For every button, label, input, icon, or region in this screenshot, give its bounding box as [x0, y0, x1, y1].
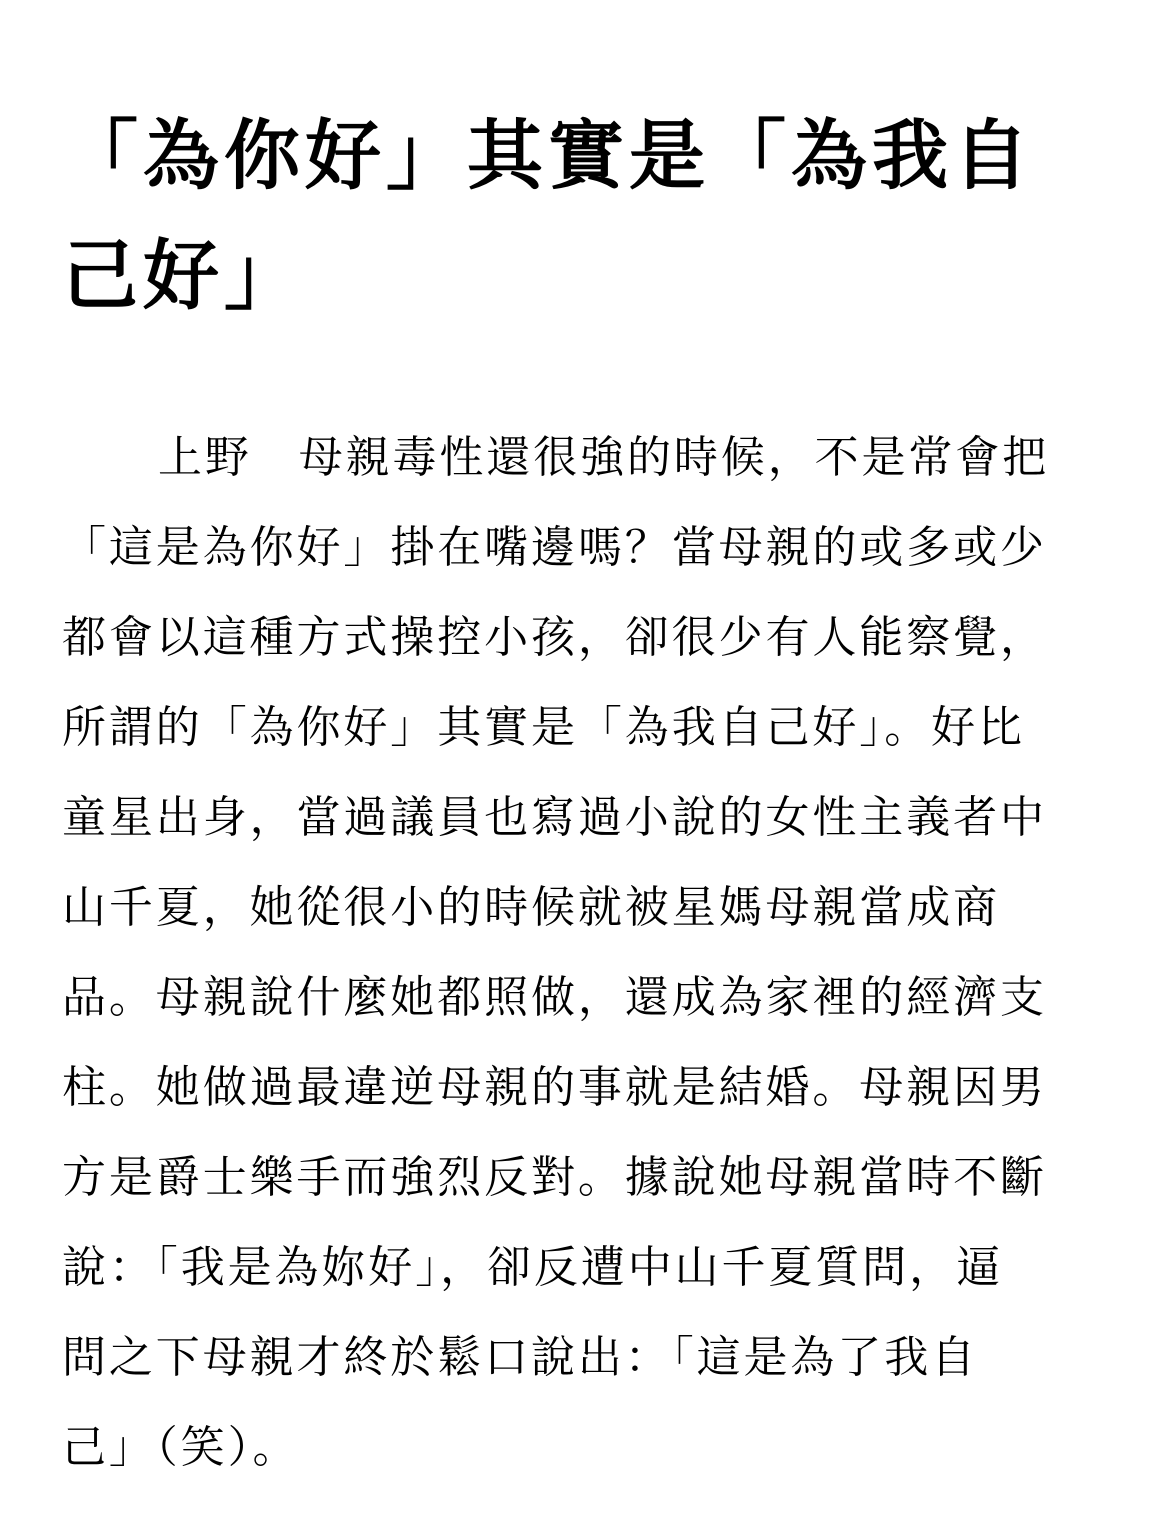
body-line-4: 所謂的「為你好」其實是「為我自己好」。好比: [62, 702, 1025, 753]
article-title: [62, 70, 1112, 362]
title-line-2: 己好」: [62, 231, 305, 320]
title-line-1: 「為你好」其實是「為我自: [62, 111, 1034, 200]
body-line-8: 柱。她做過最違逆母親的事就是結婚。母親因男: [62, 1062, 1047, 1113]
body-line-6: 山千夏，她從很小的時候就被星媽母親當成商: [62, 882, 1000, 933]
article-body: [62, 420, 1112, 1500]
body-line-9: 方是爵士樂手而強烈反對。據說她母親當時不斷: [62, 1152, 1047, 1203]
body-line-11: 問之下母親才終於鬆口說出：「這是為了我自: [62, 1332, 978, 1383]
body-line-7: 品。母親說什麼她都照做，還成為家裡的經濟支: [62, 972, 1047, 1023]
body-line-1: 上野 母親毒性還很強的時候，不是常會把: [158, 432, 1050, 483]
body-line-3: 都會以這種方式操控小孩，卻很少有人能察覺，: [62, 612, 1047, 663]
body-line-2: 「這是為你好」掛在嘴邊嗎？當母親的或多或少: [62, 522, 1047, 573]
body-line-12: 己」（笑）。: [62, 1422, 300, 1473]
body-line-5: 童星出身，當過議員也寫過小說的女性主義者中: [62, 792, 1047, 843]
body-line-10: 說：「我是為妳好」，卻反遭中山千夏質問，逼: [62, 1242, 1003, 1293]
